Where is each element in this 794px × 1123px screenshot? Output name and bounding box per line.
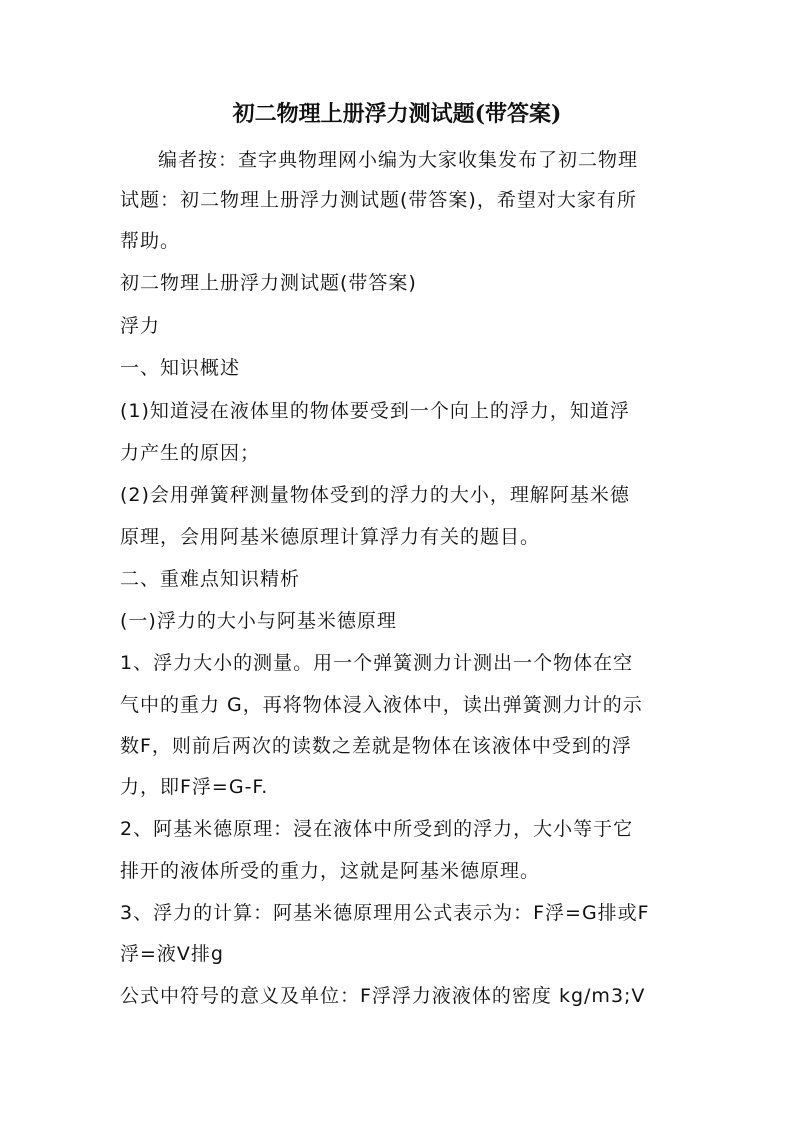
paragraph-line: 1、浮力大小的测量。用一个弹簧测力计测出一个物体在空 (120, 652, 634, 674)
paragraph-line: 3、浮力的计算：阿基米德原理用公式表示为：F浮=G排或F (120, 902, 650, 924)
paragraph-line: 数F，则前后两次的读数之差就是物体在该液体中受到的浮 (120, 735, 632, 757)
section-heading-buoyancy: 浮力 (120, 315, 161, 337)
paragraph-line: 公式中符号的意义及单位：F浮浮力液液体的密度 kg/m3;V (120, 985, 646, 1007)
paragraph-line: 力，即F浮=G-F. (120, 776, 269, 798)
section-heading-key-points: 二、重难点知识精析 (120, 568, 301, 590)
paragraph-line: (1)知道浸在液体里的物体要受到一个向上的浮力，知道浮 (120, 400, 630, 422)
intro-line-2: 试题：初二物理上册浮力测试题(带答案)，希望对大家有所 (120, 189, 637, 211)
paragraph-line: (2)会用弹簧秤测量物体受到的浮力的大小，理解阿基米德 (120, 484, 630, 506)
paragraph-line: 气中的重力 G，再将物体浸入液体中，读出弹簧测力计的示 (120, 694, 643, 716)
sub-heading: (一)浮力的大小与阿基米德原理 (120, 610, 397, 632)
subtitle-line: 初二物理上册浮力测试题(带答案) (120, 272, 417, 294)
paragraph-line: 力产生的原因； (120, 442, 261, 464)
paragraph-line: 排开的液体所受的重力，这就是阿基米德原理。 (120, 860, 541, 882)
document-title: 初二物理上册浮力测试题(带答案) (232, 101, 562, 127)
paragraph-line: 浮=液V排g (120, 943, 224, 965)
intro-line-3: 帮助。 (120, 230, 181, 252)
paragraph-line: 2、阿基米德原理：浸在液体中所受到的浮力，大小等于它 (120, 818, 634, 840)
intro-line-1: 编者按：查字典物理网小编为大家收集发布了初二物理 (158, 149, 639, 171)
paragraph-line: 原理，会用阿基米德原理计算浮力有关的题目。 (120, 526, 541, 548)
section-heading-overview: 一、知识概述 (120, 357, 241, 379)
